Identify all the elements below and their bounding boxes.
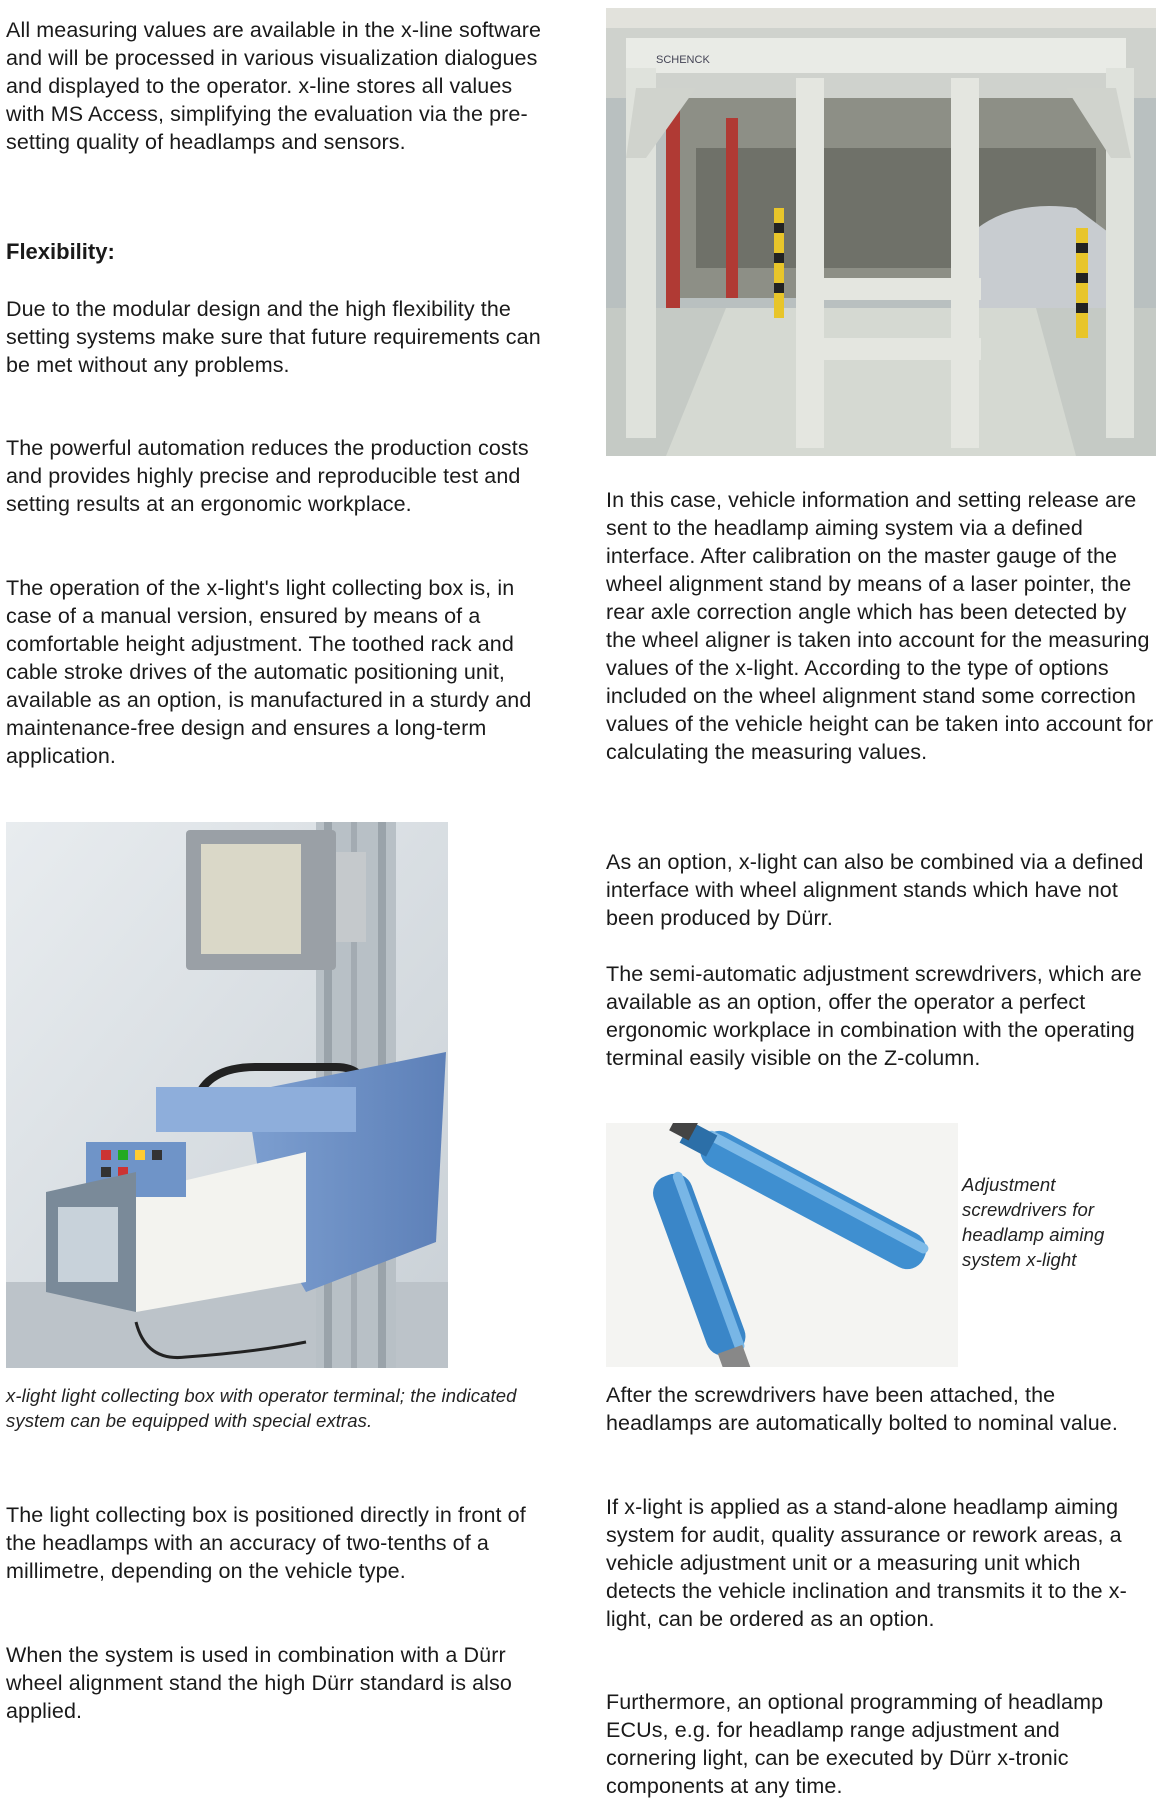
vehicle-information-paragraph: In this case, vehicle information and setting release are sent to the headlamp aiming system via a defined interface. After calibration on the master gauge of the wheel alignment stand by means of a laser pointer, the rear axle correction angle which has been detected by the wheel aligner is taken into account for the measuring values of the x-light. According to the type of options included on the wheel alignment stand some correction values of the vehicle height can be taken into account for calculating the measuring values. — [606, 488, 1154, 764]
third-party-stands-paragraph: As an option, x-light can also be combined via a defined interface with wheel alignment stands which have not been produced by Dürr. — [606, 850, 1144, 930]
light-collecting-box-photo — [6, 822, 448, 1368]
screwdrivers-paragraph: The semi-automatic adjustment screwdrivers, which are available as an option, offer the operator a perfect ergonomic workplace in combination with the operating terminal easily visible on the Z-column. — [606, 962, 1142, 1070]
screwdriver-photo — [606, 1123, 958, 1367]
gantry-sign: SCHENCK — [656, 54, 710, 66]
positioning-paragraph: The light collecting box is positioned directly in front of the headlamps with an accuracy of two-tenths of a millimetre, depending on the vehicle type. — [6, 1503, 526, 1583]
ecu-programming-paragraph: Furthermore, an optional programming of headlamp ECUs, e.g. for headlamp range adjustment and cornering light, can be executed by Dürr x-tronic components at any time. — [606, 1690, 1104, 1798]
aiming-station-photo — [606, 8, 1156, 456]
flexibility-heading: Flexibility: — [6, 239, 115, 264]
stand-alone-paragraph: If x-light is applied as a stand-alone headlamp aiming system for audit, quality assurance or rework areas, a vehicle adjustment unit or a measuring unit which detects the vehicle inclination and transmits it to the x-light, can be ordered as an option. — [606, 1495, 1127, 1631]
bolted-paragraph: After the screwdrivers have been attached, the headlamps are automatically bolted to nominal value. — [606, 1383, 1118, 1435]
light-box-operation-paragraph: The operation of the x-light's light collecting box is, in case of a manual version, ensured by means of a comfortable height adjustment. The toothed rack and cable stroke drives of the automatic positioning unit, available as an option, is manufactured in a sturdy and maintenance-free design and ensures a long-term application. — [6, 576, 532, 768]
durr-standard-paragraph: When the system is used in combination with a Dürr wheel alignment stand the high Dürr standard is also applied. — [6, 1643, 512, 1723]
modular-design-paragraph: Due to the modular design and the high flexibility the setting systems make sure that future requirements can be met without any problems. — [6, 297, 541, 377]
light-box-photo-caption: x-light light collecting box with operator terminal; the indicated system can be equipped with special extras. — [6, 1385, 517, 1431]
intro-paragraph: All measuring values are available in the x-line software and will be processed in various visualization dialogues and displayed to the operator. x-line stores all values with MS Access, simplifying the evaluation via the pre-setting quality of headlamps and sensors. — [6, 18, 542, 154]
screwdriver-photo-caption: Adjustment screwdrivers for headlamp aiming system x-light — [962, 1174, 1105, 1270]
automation-paragraph: The powerful automation reduces the production costs and provides highly precise and reproducible test and setting results at an ergonomic workplace. — [6, 436, 529, 516]
